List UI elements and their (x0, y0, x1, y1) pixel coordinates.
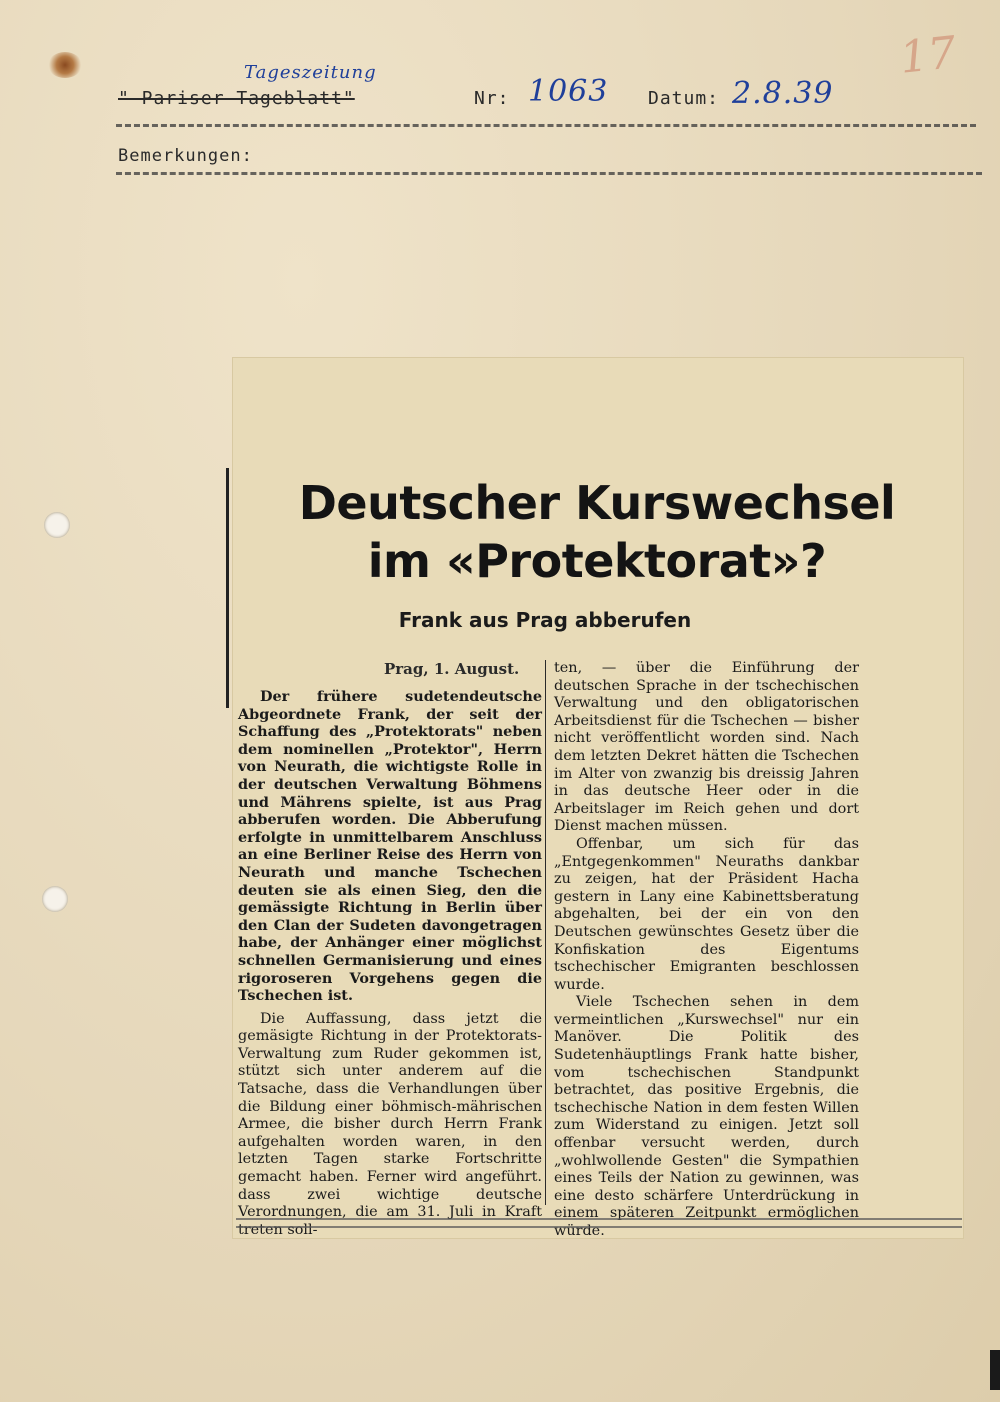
headline-line-2: im «Protektorat»? (367, 534, 827, 588)
edge-mark (990, 1350, 1000, 1390)
headline (247, 474, 947, 590)
article-paragraph: Der frühere sudetendeutsche Abgeordnete Frank, der seit der Schaffung des „Protektorats" neben dem nominellen „Protektor", Herrn von Neurath, die wichtigste Rolle in der deutschen Verwaltung Böhmens und Mährens spielte, ist aus Prag abberufen worden. Die Abberufung erfolgte in unmittelbarem Anschluss an eine Berliner Reise des Herrn von Neurath und manche Tschechen deuten sie als einen Sieg, den die gemässigte Richtung in Berlin über den Clan der Sudeten davongetragen habe, der Anhänger einer möglichst schnellen Germanisierung und eines rigoroseren Vorgehens gegen die Tschechen ist. (238, 688, 542, 1005)
paper-name-handwritten: Tageszeitung (244, 62, 377, 83)
footer-rule-1 (236, 1218, 962, 1223)
column-rule (545, 660, 546, 1205)
article-paragraph: Offenbar, um sich für das „Entgegenkommen" Neuraths dankbar zu zeigen, hat der Präsident Hacha gestern in Lany eine Kabinettsberatung abgehalten, bei der ein von den Deutschen gewünschtes Gesetz über die Konfiskation des Eigentums tschechischer Emigranten beschlossen wurde. (554, 835, 859, 993)
article-paragraph: ten, — über die Einführung der deutschen Sprache in der tschechischen Verwaltung und den obligatorischen Arbeitsdienst für die Tschechen — bisher nicht veröffentlicht worden sind. Nach dem letzten Dekret hätten die Tschechen im Alter von zwanzig bis dreissig Jahren in das deutsche Heer oder in die Arbeitslager im Reich gehen und dort Dienst machen müssen. (554, 660, 859, 835)
rust-stain (48, 52, 82, 78)
paper-name-printed: " Pariser Tageblatt" (118, 88, 355, 109)
headline-line-1: Deutscher Kurswechsel (298, 476, 896, 530)
dateline: Prag, 1. August. (384, 660, 520, 678)
article-column-2 (554, 660, 859, 1241)
article-bar (226, 468, 229, 708)
remarks-divider (116, 172, 982, 179)
date-value: 2.8.39 (732, 76, 834, 111)
punch-hole-bottom (42, 886, 68, 912)
nr-label: Nr: (474, 88, 510, 109)
punch-hole-top (44, 512, 70, 538)
folio-number: 17 (897, 27, 959, 84)
subheadline: Frank aus Prag abberufen (398, 608, 692, 632)
article-column-1 (238, 688, 542, 1239)
header-divider (116, 124, 976, 131)
remarks-label: Bemerkungen: (118, 146, 253, 166)
article-paragraph: Die Auffassung, dass jetzt die gemäsigte Richtung in der Protektorats-Verwaltung zum Ruder gekommen ist, stützt sich unter anderem auf die Tatsache, dass die Verhandlungen über die Bildung einer böhmisch-mährischen Armee, die bisher durch Herrn Frank aufgehalten worden waren, in den letzten Tagen starke Fortschritte gemacht haben. Ferner wird angeführt. dass zwei wichtige deutsche Verordnungen, die am 31. Juli in Kraft treten soll- (238, 1010, 542, 1238)
date-label: Datum: (648, 88, 720, 109)
article-paragraph: Viele Tschechen sehen in dem vermeintlichen „Kurswechsel" nur ein Manöver. Die Politik des Sudetenhäuptlings Frank hatte bisher, vom tschechischen Standpunkt betrachtet, das positive Ergebnis, die tschechische Nation in dem festen Willen zum Widerstand zu einigen. Jetzt soll offenbar versucht werden, durch „wohlwollende Gesten" die Sympathien eines Teils der Nation zu gewinnen, was eine desto schärfere Unterdrückung in einem späteren Zeitpunkt ermöglichen würde. (554, 994, 859, 1239)
nr-value: 1063 (528, 74, 609, 109)
footer-rule-2 (236, 1226, 962, 1231)
